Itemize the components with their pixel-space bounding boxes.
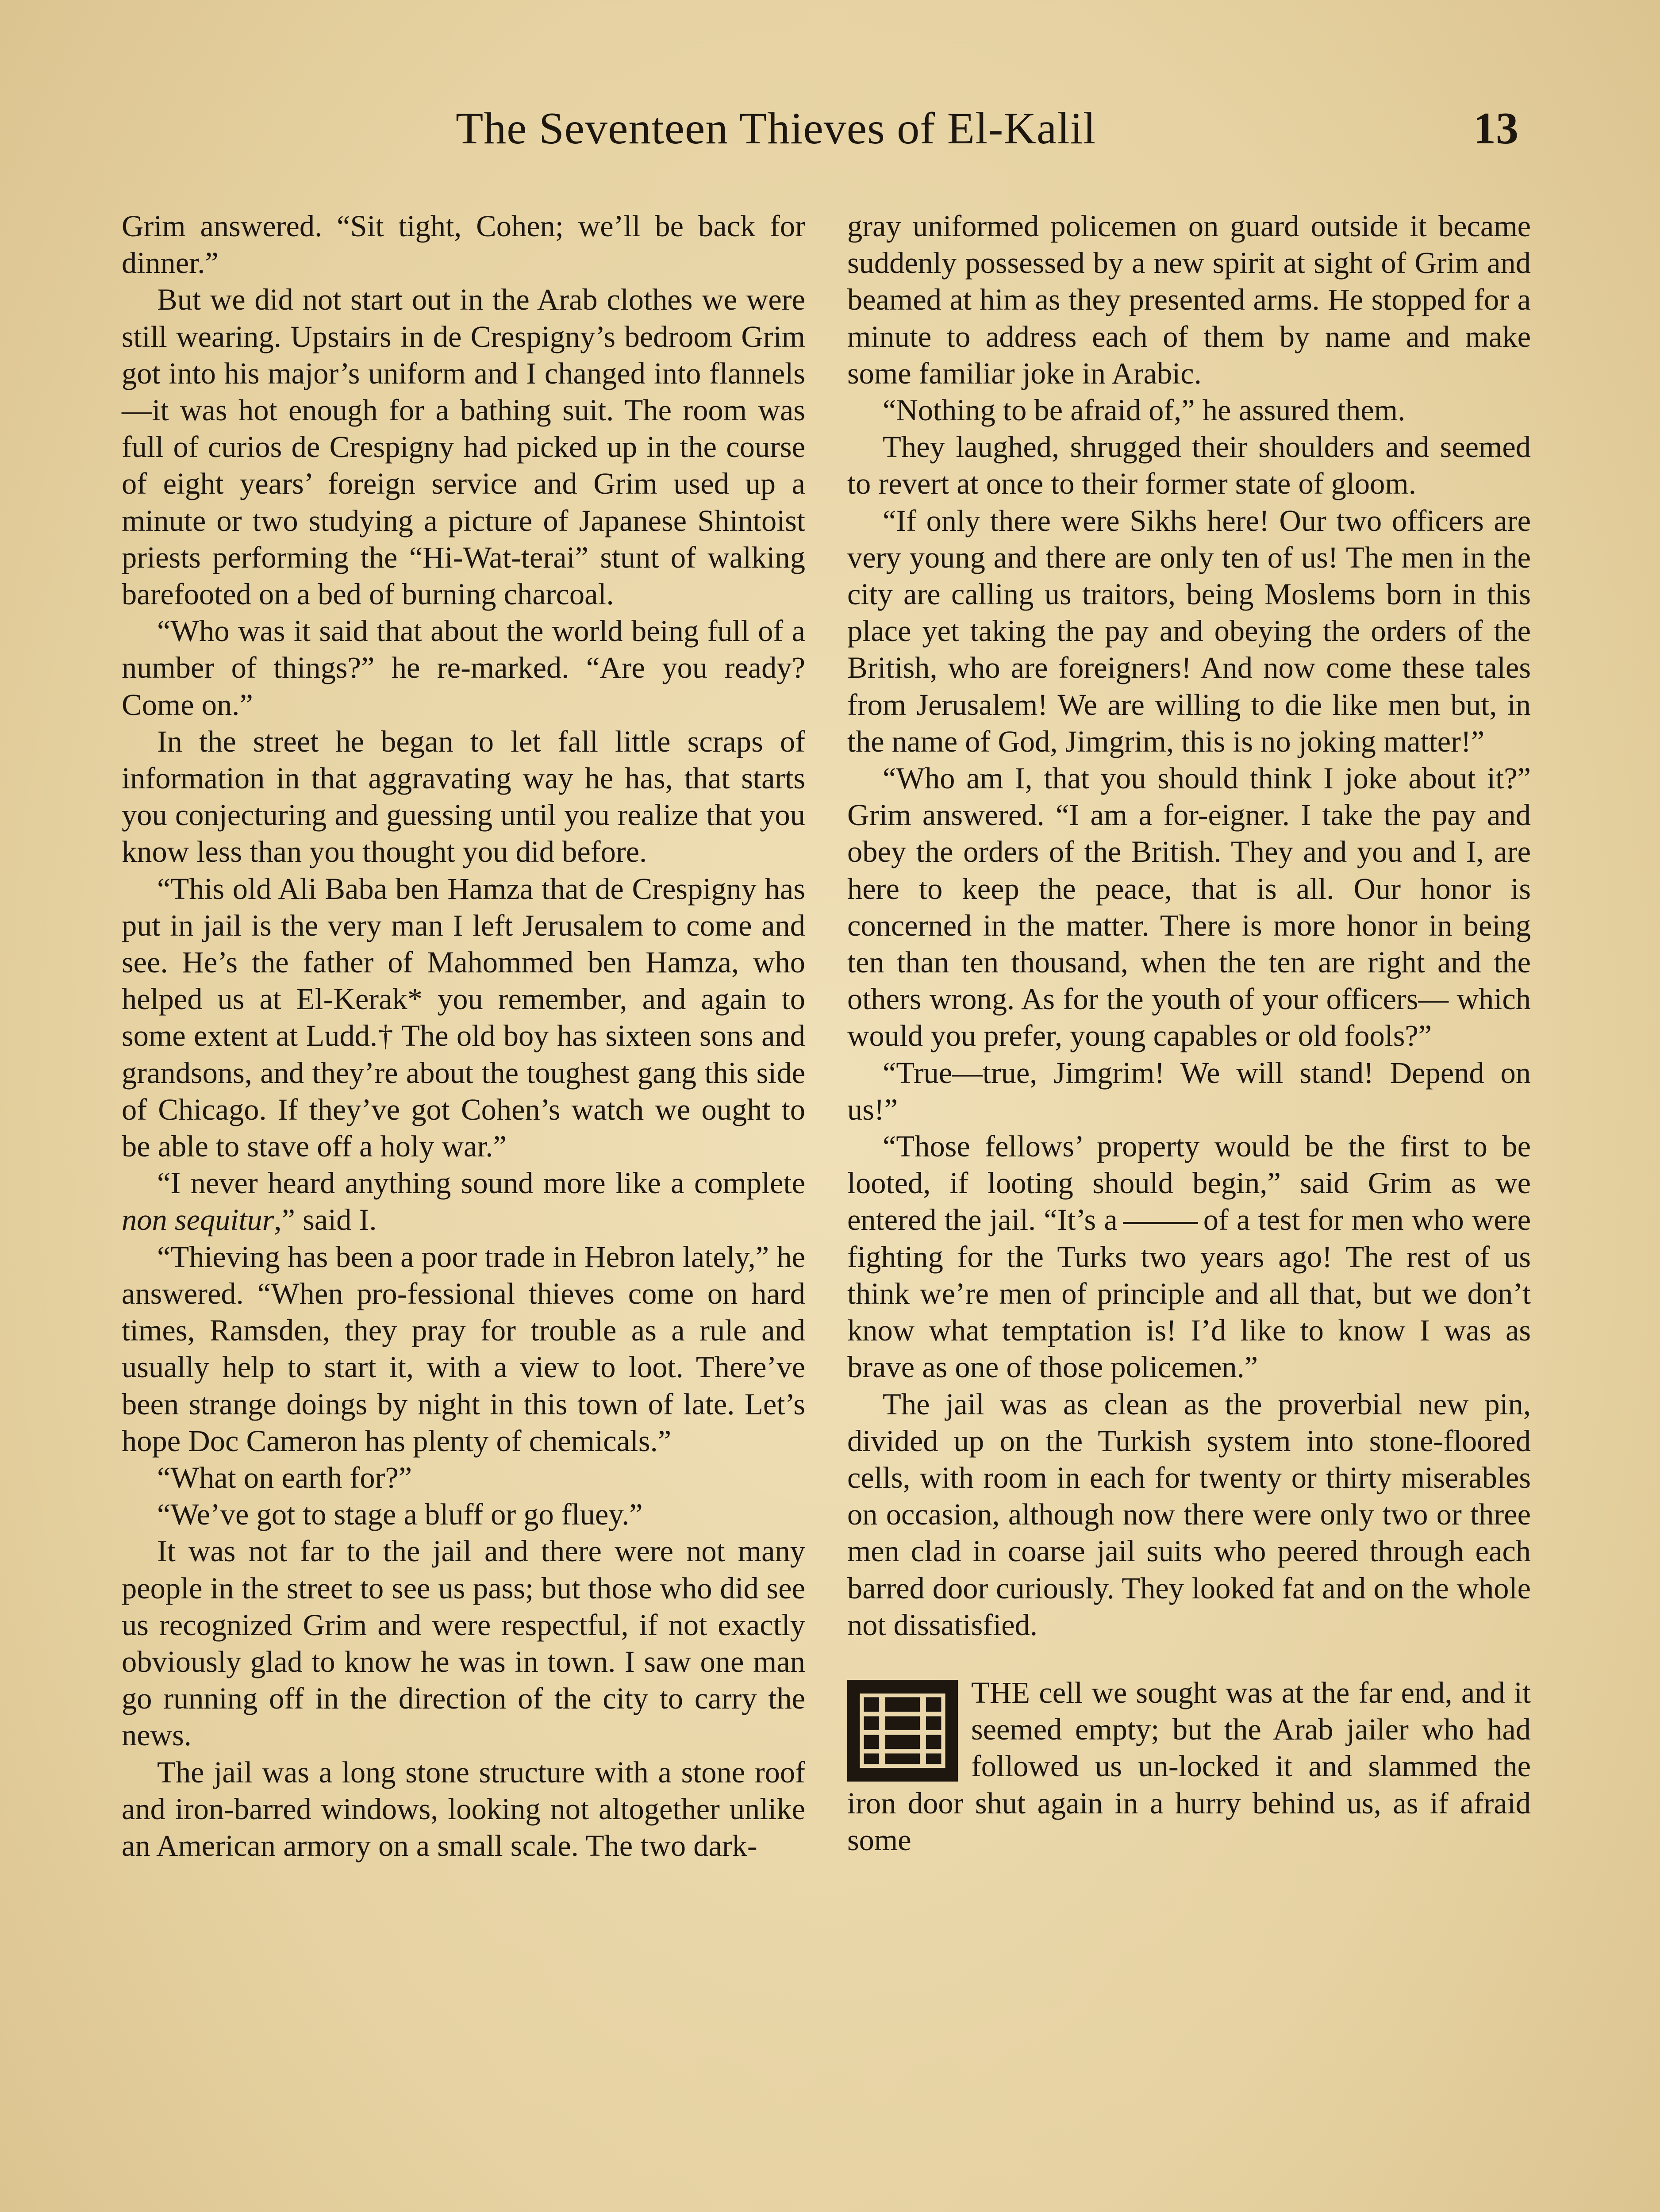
right-column <box>847 208 1531 1859</box>
section-opening <box>847 1674 1531 1859</box>
paragraph <box>847 1128 1531 1386</box>
paragraph: gray uniformed policemen on guard outside it became suddenly possessed by a new spirit at sight of Grim and beamed at him as they presented arms. He stopped for a minute to address each of them by name and make some familiar joke in Arabic. <box>847 209 1531 390</box>
paragraph: But we did not start out in the Arab clothes we were still wearing. Upstairs in de Crespigny’s bedroom Grim got into his major’s uniform and I changed into flannels —it was hot enough for a bathing suit. The room was full of curios de Crespigny had picked up in the course of eight years’ foreign service and Grim used up a minute or two studying a picture of Japanese Shintoist priests performing the “Hi-Wat-terai” stunt of walking barefooted on a bed of burning charcoal. <box>122 283 805 611</box>
paragraph: “We’ve got to stage a bluff or go fluey.” <box>157 1498 643 1532</box>
paragraph-text: “I never heard anything sound more like a complete <box>157 1166 805 1200</box>
paragraph: It was not far to the jail and there were not many people in the street to see us pass; but those who did see us recognized Grim and were respectful, if not exactly obviously glad to know he was in town. I saw one man go running off in the direction of the city to carry the news. <box>122 1534 805 1752</box>
paragraph-text: ,” said I. <box>274 1203 377 1237</box>
paragraph <box>122 1165 805 1238</box>
paragraph-text: of a test for men who were fighting for the Turks two years ago! The rest of us think we’re men of principle and all that, but we don’t know what temptation is! I’d like to know I was as brave as one of those policemen.” <box>847 1203 1531 1384</box>
paragraph: “True—true, Jimgrim! We will stand! Depend on us!” <box>847 1056 1531 1126</box>
paragraph: They laughed, shrugged their shoulders and seemed to revert at once to their former state of gloom. <box>847 430 1531 501</box>
paragraph: “Who was it said that about the world being full of a number of things?” he re-marked. “Are you ready? Come on.” <box>122 614 805 722</box>
paragraph: THE cell we sought was at the far end, and it seemed empty; but the Arab jailer who had followed us un-locked it and slammed the iron door shut again in a hurry behind us, as if afraid some <box>847 1675 1531 1857</box>
paragraph: “Nothing to be afraid of,” he assured them. <box>883 393 1406 427</box>
left-column <box>122 208 805 1864</box>
paragraph: “This old Ali Baba ben Hamza that de Crespigny has put in jail is the very man I left Jerusalem to come and see. He’s the father of Mahommed ben Hamza, who helped us at El-Kerak* you remember, and again to some extent at Ludd.† The old boy has sixteen sons and grandsons, and they’re about the toughest gang this side of Chicago. If they’ve got Cohen’s watch we ought to be able to stave off a holy war.” <box>122 872 805 1164</box>
decorative-initial-icon <box>847 1680 958 1782</box>
italic-phrase: non sequitur <box>122 1203 274 1237</box>
paragraph: The jail was as clean as the proverbial new pin, divided up on the Turkish system into stone-floored cells, with room in each for twenty or thirty miserables on occasion, although now there were only two or three men clad in coarse jail suits who peered through each barred door curiously. They looked fat and on the whole not dissatisfied. <box>847 1387 1531 1642</box>
page-header <box>0 103 1660 169</box>
paragraph: “Who am I, that you should think I joke about it?” Grim answered. “I am a for-eigner. I take the pay and obey the orders of the British. They and you and I, are here to keep the peace, that is all. Our honor is concerned in the matter. There is more honor in being ten than ten thousand, when the ten are right and the others wrong. As for the youth of your officers— which would you prefer, young capables or old fools?” <box>847 761 1531 1053</box>
paragraph-text: “Those fellows’ property would be the first to be looted, if looting should begin,” said Grim as we entered the jail. “It’s a <box>847 1129 1531 1237</box>
paragraph: “What on earth for?” <box>157 1460 412 1494</box>
em-dash-rule <box>1123 1222 1198 1224</box>
paragraph: “Thieving has been a poor trade in Hebron lately,” he answered. “When pro-fessional thieves come on hard times, Ramsden, they pray for trouble as a rule and usually help to start it, with a view to loot. There’ve been strange doings by night in this town of late. Let’s hope Doc Cameron has plenty of chemicals.” <box>122 1240 805 1458</box>
paragraph: In the street he began to let fall little scraps of information in that aggravating way he has, that starts you conjecturing and guessing until you realize that you know less than you thought you did before. <box>122 724 805 869</box>
paragraph: Grim answered. “Sit tight, Cohen; we’ll be back for dinner.” <box>122 209 805 280</box>
paragraph: The jail was a long stone structure with a stone roof and iron-barred windows, looking not altogether unlike an American armory on a small scale. The two dark- <box>122 1755 805 1863</box>
running-title: The Seventeen Thieves of El-Kalil <box>456 104 1096 154</box>
paragraph: “If only there were Sikhs here! Our two officers are very young and there are only ten of us! The men in the city are calling us traitors, being Moslems born in this place yet taking the pay and obeying the orders of the British, who are foreigners! And now come these tales from Jerusalem! We are willing to die like men but, in the name of God, Jimgrim, this is no joking matter!” <box>847 503 1531 758</box>
page-number: 13 <box>1473 104 1518 154</box>
